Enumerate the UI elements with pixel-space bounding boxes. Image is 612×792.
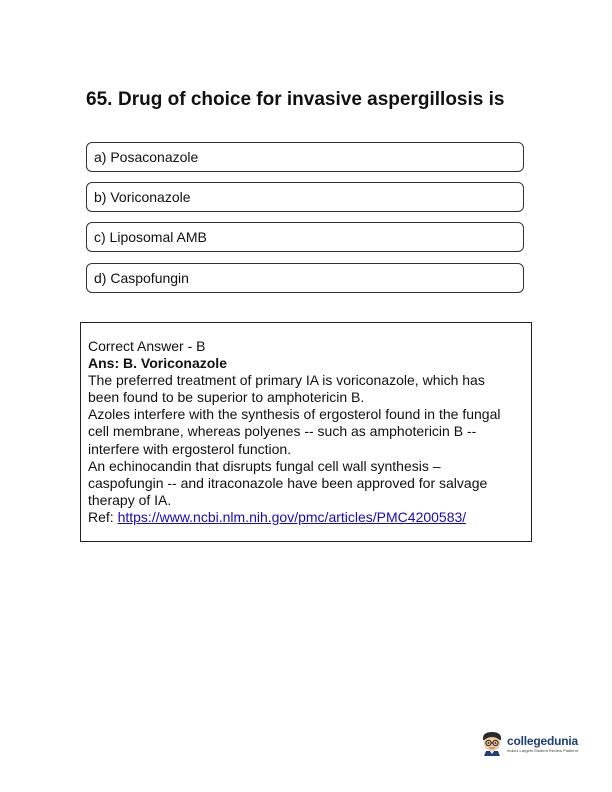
logo-tagline: India's Largest Student Review Platform [507, 748, 579, 753]
logo-name: collegedunia [507, 734, 578, 748]
question-number: 65. [86, 89, 113, 110]
option-b[interactable]: b) Voriconazole [86, 182, 524, 212]
explanation-line: interfere with ergosterol function. [88, 440, 292, 457]
reference-line [88, 509, 523, 526]
question-heading [86, 88, 526, 111]
reference-link[interactable]: https://www.ncbi.nlm.nih.gov/pmc/articles/PMC4200583/ [117, 508, 467, 525]
explanation-line: caspofungin -- and itraconazole have been approved for salvage [88, 474, 488, 491]
explanation-line: therapy of IA. [88, 491, 172, 508]
answer-explanation-box [80, 322, 532, 542]
reference-prefix: Ref: [88, 508, 118, 525]
explanation-line: An echinocandin that disrupts fungal cell wall synthesis – [88, 457, 441, 474]
explanation-line: Azoles interfere with the synthesis of ergosterol found in the fungal [88, 406, 501, 423]
option-d[interactable]: d) Caspofungin [86, 263, 524, 293]
explanation-line: cell membrane, whereas polyenes -- such as amphotericin B -- [88, 423, 477, 440]
option-a[interactable]: a) Posaconazole [86, 142, 524, 172]
collegedunia-logo [480, 730, 578, 761]
mascot-icon [480, 730, 504, 761]
answer-heading: Ans: B. Voriconazole [88, 355, 227, 372]
explanation-line: The preferred treatment of primary IA is voriconazole, which has [88, 372, 485, 389]
question-text: Drug of choice for invasive aspergillosis is [118, 89, 505, 110]
explanation-line: been found to be superior to amphotericin B. [88, 389, 365, 406]
correct-answer-text: Correct Answer - B [88, 338, 206, 354]
option-c[interactable]: c) Liposomal AMB [86, 222, 524, 252]
